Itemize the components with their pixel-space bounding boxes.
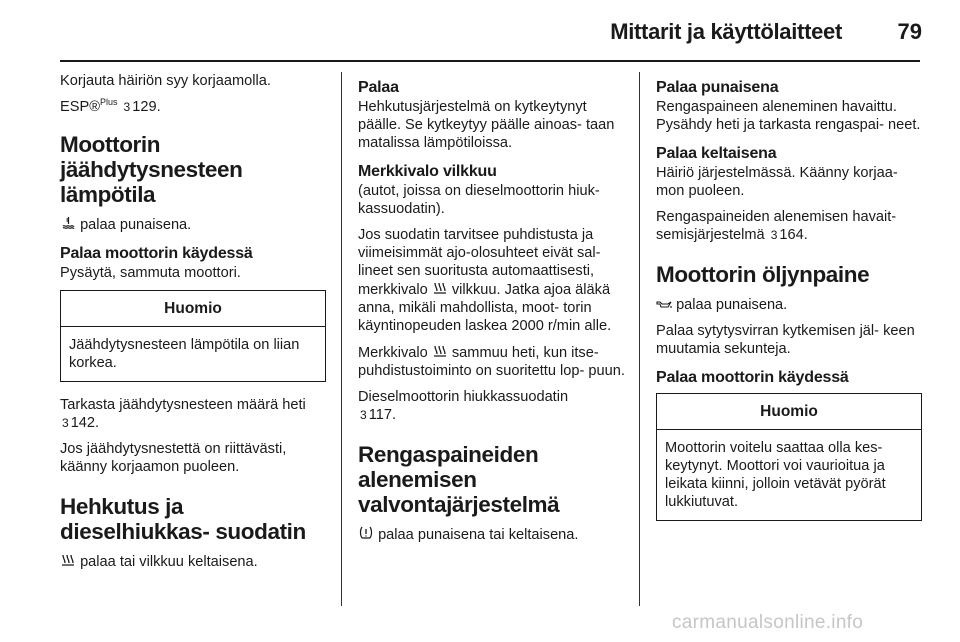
glow-plug-icon	[60, 552, 76, 570]
subheading: Palaa moottorin käydessä	[656, 369, 849, 386]
glow-plug-icon	[432, 280, 448, 298]
subheading: Palaa	[358, 79, 399, 96]
paragraph: (autot, joissa on dieselmoottorin hiuk- kassuodatin).	[358, 183, 600, 217]
glow-plug-icon	[432, 343, 448, 361]
note-box	[60, 290, 326, 382]
page-number: 79	[897, 19, 922, 44]
section-heading: Hehkutus ja dieselhiukkas- suodatin	[60, 494, 306, 544]
subheading: Palaa punaisena	[656, 79, 779, 96]
watermark: carmanualsonline.info	[672, 612, 864, 633]
paragraph: Korjauta häiriön syy korjaamolla.	[60, 73, 271, 89]
paragraph: Jos jäähdytysnestettä on riittävästi, käänny korjaamon puoleen.	[60, 441, 287, 475]
note-title: Huomio	[61, 291, 325, 327]
paragraph: Rengaspaineiden alenemisen havait- semisjärjestelmä 3 164.	[656, 209, 897, 243]
paragraph: Dieselmoottorin hiukkassuodatin 3 117.	[358, 389, 569, 423]
subheading: Merkkivalo vilkkuu	[358, 163, 497, 180]
column-3	[656, 72, 922, 535]
paragraph: Jos suodatin tarvitsee puhdistusta ja viimeisimmät ajo-olosuhteet eivät sal- lineet sen suoritusta automaattisesti, merkkivalo vilkkuu. Jatka ajoa äläkä anna, mikäli mahdollista, moot- torin käyntinopeuden laskea 2000 r/min alle.	[358, 227, 612, 334]
page-ref-icon: 3	[360, 408, 367, 422]
subheading: Palaa keltaisena	[656, 145, 777, 162]
section-heading: Moottorin jäähdytysnesteen lämpötila	[60, 132, 243, 207]
coolant-temperature-icon	[60, 215, 76, 233]
column-divider	[341, 72, 342, 606]
esp-reference: ESP®$^{Plus}$ 3 129.	[60, 97, 161, 115]
tyre-pressure-icon	[358, 525, 374, 543]
paragraph: Hehkutusjärjestelmä on kytkeytynyt päälle. Se kytkeytyy päälle ainoas- taan matalissa lämpötiloissa.	[358, 99, 615, 151]
column-2	[358, 72, 626, 552]
header-rule	[60, 60, 920, 62]
column-divider	[639, 72, 640, 606]
section-heading: Moottorin öljynpaine	[656, 262, 870, 287]
note-box	[656, 393, 922, 521]
paragraph: Tarkasta jäähdytysnesteen määrä heti 3 142.	[60, 397, 306, 431]
note-title: Huomio	[657, 394, 921, 430]
paragraph: palaa tai vilkkuu keltaisena.	[60, 552, 326, 571]
page-ref-icon: 3	[770, 228, 778, 242]
oil-can-icon	[656, 295, 672, 313]
page-header	[0, 0, 960, 62]
paragraph: Palaa sytytysvirran kytkemisen jäl- keen muutamia sekunteja.	[656, 323, 915, 357]
page-ref-icon: 3	[123, 100, 131, 114]
header-title: Mittarit ja käyttölaitteet	[610, 19, 842, 44]
page-ref-icon: 3	[62, 416, 69, 430]
paragraph: Rengaspaineen aleneminen havaittu. Pysähdy heti ja tarkasta rengaspai- neet.	[656, 99, 921, 133]
paragraph: Merkkivalo sammuu heti, kun itse- puhdistustoiminto on suoritettu lop- puun.	[358, 345, 625, 379]
section-heading: Rengaspaineiden alenemisen valvontajärjestelmä	[358, 442, 560, 517]
column-1	[60, 72, 326, 579]
note-body: Moottorin voitelu saattaa olla kes- keytynyt. Moottori voi vaurioitua ja leikata kiinni, jolloin vetävät pyörät lukkiutuvat.	[665, 440, 886, 510]
paragraph: palaa punaisena tai keltaisena.	[358, 525, 626, 544]
paragraph: palaa punaisena.	[60, 215, 326, 234]
paragraph: Häiriö järjestelmässä. Käänny korjaa- mon puoleen.	[656, 165, 898, 199]
paragraph: palaa punaisena.	[656, 295, 922, 314]
note-body: Jäähdytysnesteen lämpötila on liian korkea.	[69, 337, 300, 371]
subheading: Palaa moottorin käydessä	[60, 245, 253, 262]
paragraph: Pysäytä, sammuta moottori.	[60, 265, 241, 281]
